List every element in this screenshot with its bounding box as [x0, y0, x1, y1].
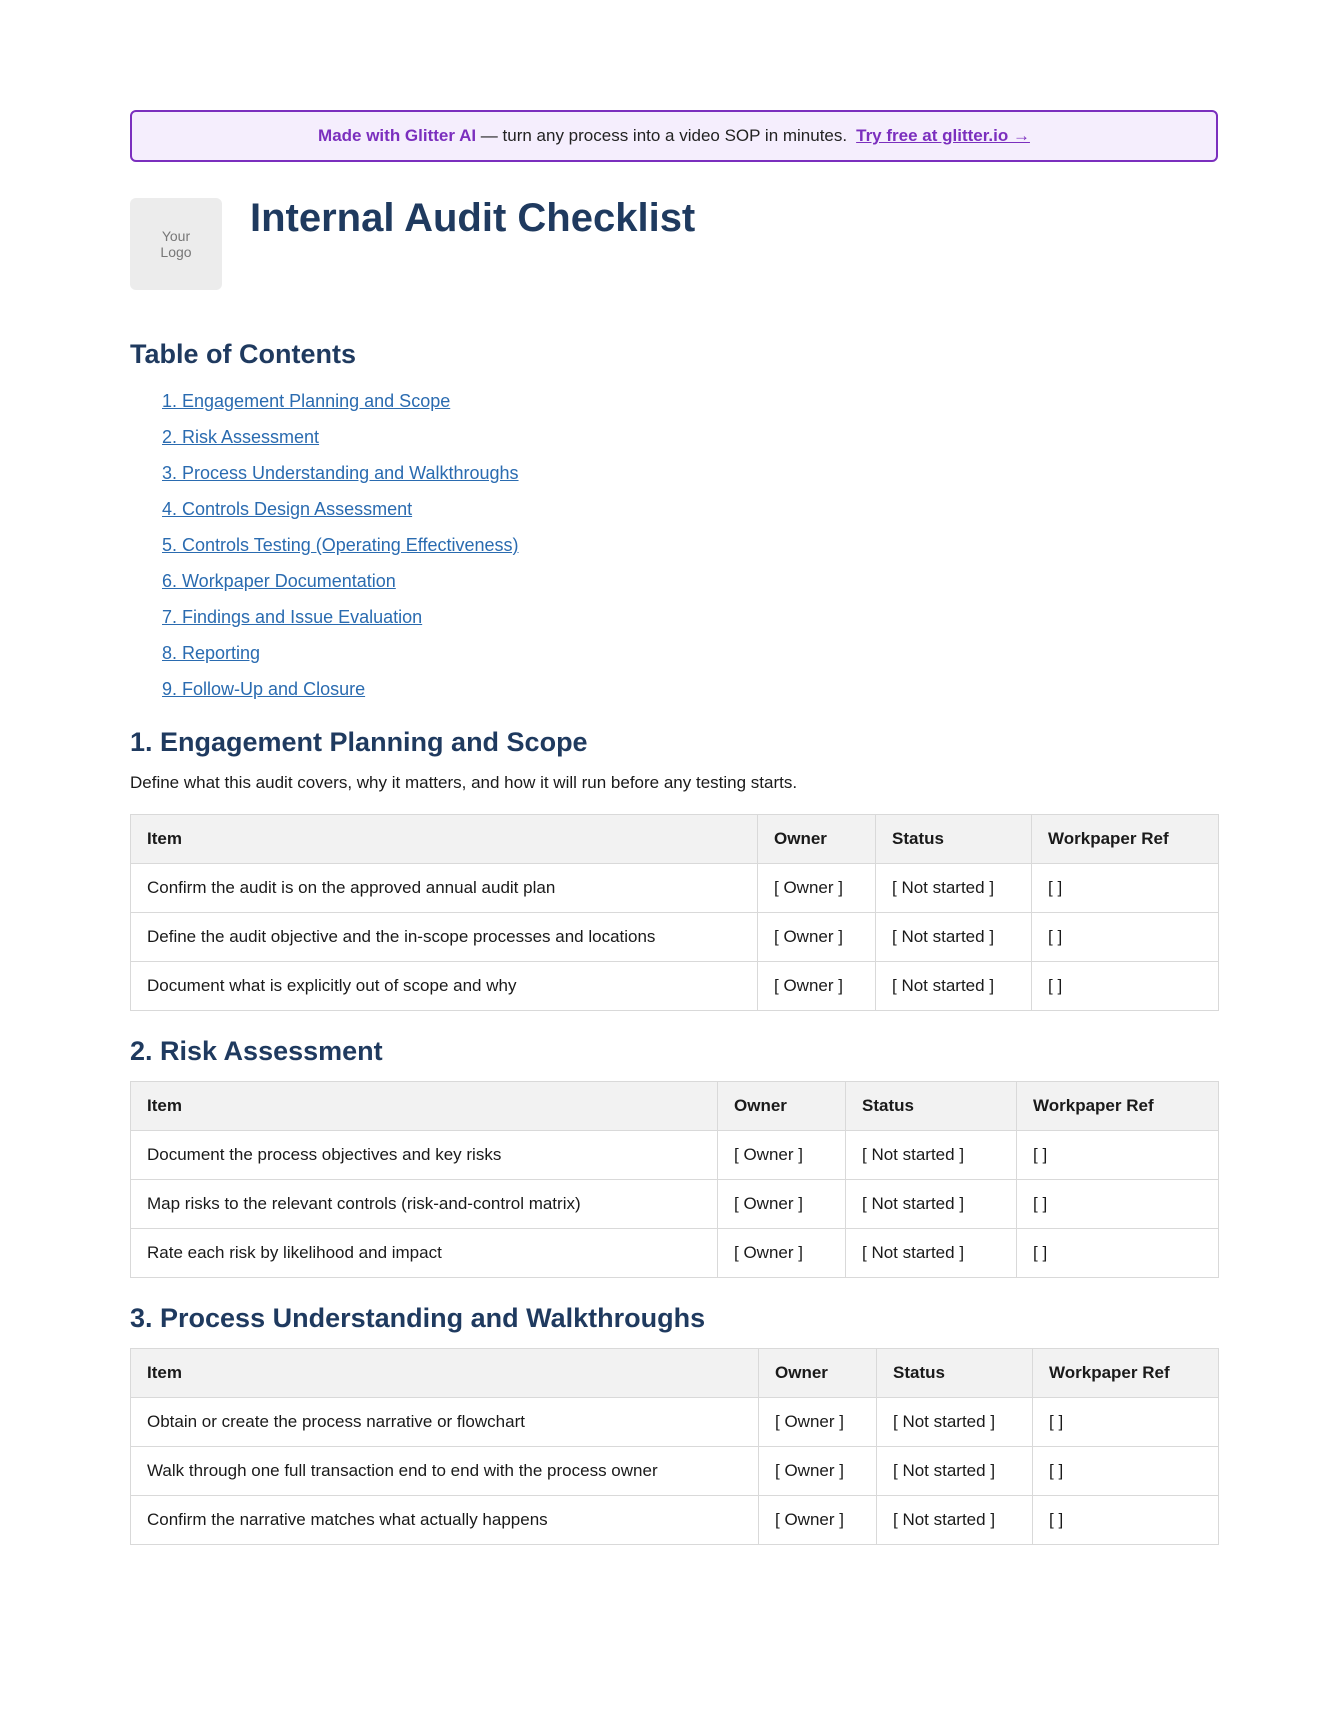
status-cell[interactable]: [ Not started ]: [846, 1229, 1017, 1278]
status-cell[interactable]: [ Not started ]: [876, 913, 1032, 962]
item-cell: Confirm the narrative matches what actually happens: [131, 1496, 759, 1545]
section-heading: 1. Engagement Planning and Scope: [130, 727, 588, 757]
table-header-row: [131, 815, 1219, 864]
table-header-row: [131, 1082, 1219, 1131]
toc-link-6[interactable]: 6. Workpaper Documentation: [162, 571, 396, 591]
owner-cell[interactable]: [ Owner ]: [718, 1180, 846, 1229]
item-cell: Define the audit objective and the in-scope processes and locations: [131, 913, 758, 962]
table-header-row: [131, 1349, 1219, 1398]
workpaper-ref-cell[interactable]: [ ]: [1032, 962, 1219, 1011]
item-cell: Obtain or create the process narrative or flowchart: [131, 1398, 759, 1447]
logo-placeholder: [130, 198, 222, 290]
status-cell[interactable]: [ Not started ]: [876, 962, 1032, 1011]
owner-cell[interactable]: [ Owner ]: [759, 1447, 877, 1496]
workpaper-ref-cell[interactable]: [ ]: [1017, 1229, 1219, 1278]
toc-item: [162, 570, 1218, 606]
workpaper-ref-cell[interactable]: [ ]: [1017, 1180, 1219, 1229]
checklist-table: [130, 814, 1219, 1011]
column-header-owner: Owner: [718, 1082, 846, 1131]
column-header-status: Status: [876, 815, 1032, 864]
status-cell[interactable]: [ Not started ]: [877, 1447, 1033, 1496]
column-header-workpaper-ref: Workpaper Ref: [1032, 815, 1219, 864]
toc-item: [162, 498, 1218, 534]
table-row: [131, 1229, 1219, 1278]
checklist-table: [130, 1081, 1219, 1278]
item-cell: Document what is explicitly out of scope and why: [131, 962, 758, 1011]
column-header-item: Item: [131, 1349, 759, 1398]
item-cell: Rate each risk by likelihood and impact: [131, 1229, 718, 1278]
owner-cell[interactable]: [ Owner ]: [758, 913, 876, 962]
section-process-understanding: [130, 1302, 1218, 1545]
column-header-owner: Owner: [759, 1349, 877, 1398]
toc-item: [162, 606, 1218, 642]
workpaper-ref-cell[interactable]: [ ]: [1017, 1131, 1219, 1180]
column-header-workpaper-ref: Workpaper Ref: [1017, 1082, 1219, 1131]
toc-link-5[interactable]: 5. Controls Testing (Operating Effectiveness): [162, 535, 519, 555]
document-header: [130, 198, 1218, 290]
column-header-owner: Owner: [758, 815, 876, 864]
toc-item: [162, 426, 1218, 462]
section-engagement-planning: [130, 726, 1218, 1011]
toc-link-4[interactable]: 4. Controls Design Assessment: [162, 499, 413, 519]
banner-text: — turn any process into a video SOP in minutes.: [476, 126, 848, 145]
checklist-table: [130, 1348, 1219, 1545]
workpaper-ref-cell[interactable]: [ ]: [1033, 1447, 1219, 1496]
column-header-status: Status: [877, 1349, 1033, 1398]
owner-cell[interactable]: [ Owner ]: [759, 1496, 877, 1545]
banner-brand: Made with Glitter AI: [318, 126, 477, 145]
item-cell: Map risks to the relevant controls (risk-and-control matrix): [131, 1180, 718, 1229]
table-row: [131, 1496, 1219, 1545]
column-header-status: Status: [846, 1082, 1017, 1131]
owner-cell[interactable]: [ Owner ]: [758, 962, 876, 1011]
table-row: [131, 1398, 1219, 1447]
promo-banner: [130, 110, 1218, 162]
status-cell[interactable]: [ Not started ]: [877, 1496, 1033, 1545]
workpaper-ref-cell[interactable]: [ ]: [1033, 1496, 1219, 1545]
status-cell[interactable]: [ Not started ]: [876, 864, 1032, 913]
item-cell: Confirm the audit is on the approved annual audit plan: [131, 864, 758, 913]
owner-cell[interactable]: [ Owner ]: [758, 864, 876, 913]
owner-cell[interactable]: [ Owner ]: [718, 1229, 846, 1278]
document-title: Internal Audit Checklist: [250, 196, 696, 240]
status-cell[interactable]: [ Not started ]: [877, 1398, 1033, 1447]
section-risk-assessment: [130, 1035, 1218, 1278]
toc-link-1[interactable]: 1. Engagement Planning and Scope: [162, 391, 451, 411]
toc-item: [162, 390, 1218, 426]
toc-link-8[interactable]: 8. Reporting: [162, 643, 261, 663]
table-row: [131, 962, 1219, 1011]
table-row: [131, 913, 1219, 962]
logo-text-line2: Logo: [160, 244, 192, 260]
workpaper-ref-cell[interactable]: [ ]: [1032, 864, 1219, 913]
status-cell[interactable]: [ Not started ]: [846, 1131, 1017, 1180]
item-cell: Walk through one full transaction end to end with the process owner: [131, 1447, 759, 1496]
toc-item: [162, 534, 1218, 570]
toc-link-7[interactable]: 7. Findings and Issue Evaluation: [162, 607, 423, 627]
logo-text-line1: Your: [161, 228, 191, 244]
table-row: [131, 864, 1219, 913]
toc-link-2[interactable]: 2. Risk Assessment: [162, 427, 320, 447]
column-header-item: Item: [131, 815, 758, 864]
document-page: [130, 110, 1218, 1545]
banner-cta-link[interactable]: Try free at glitter.io →: [856, 126, 1030, 145]
toc-link-9[interactable]: 9. Follow-Up and Closure: [162, 679, 366, 699]
toc-item: [162, 642, 1218, 678]
table-row: [131, 1447, 1219, 1496]
table-row: [131, 1180, 1219, 1229]
toc-item: [162, 678, 1218, 714]
workpaper-ref-cell[interactable]: [ ]: [1032, 913, 1219, 962]
table-of-contents: [130, 390, 1218, 714]
item-cell: Document the process objectives and key risks: [131, 1131, 718, 1180]
section-heading: 2. Risk Assessment: [130, 1036, 383, 1066]
column-header-workpaper-ref: Workpaper Ref: [1033, 1349, 1219, 1398]
column-header-item: Item: [131, 1082, 718, 1131]
section-description: Define what this audit covers, why it matters, and how it will run before any testing starts.: [130, 773, 798, 792]
workpaper-ref-cell[interactable]: [ ]: [1033, 1398, 1219, 1447]
owner-cell[interactable]: [ Owner ]: [759, 1398, 877, 1447]
status-cell[interactable]: [ Not started ]: [846, 1180, 1017, 1229]
toc-link-3[interactable]: 3. Process Understanding and Walkthroughs: [162, 463, 519, 483]
toc-heading: Table of Contents: [130, 339, 356, 369]
table-row: [131, 1131, 1219, 1180]
owner-cell[interactable]: [ Owner ]: [718, 1131, 846, 1180]
section-heading: 3. Process Understanding and Walkthroughs: [130, 1303, 706, 1333]
toc-item: [162, 462, 1218, 498]
